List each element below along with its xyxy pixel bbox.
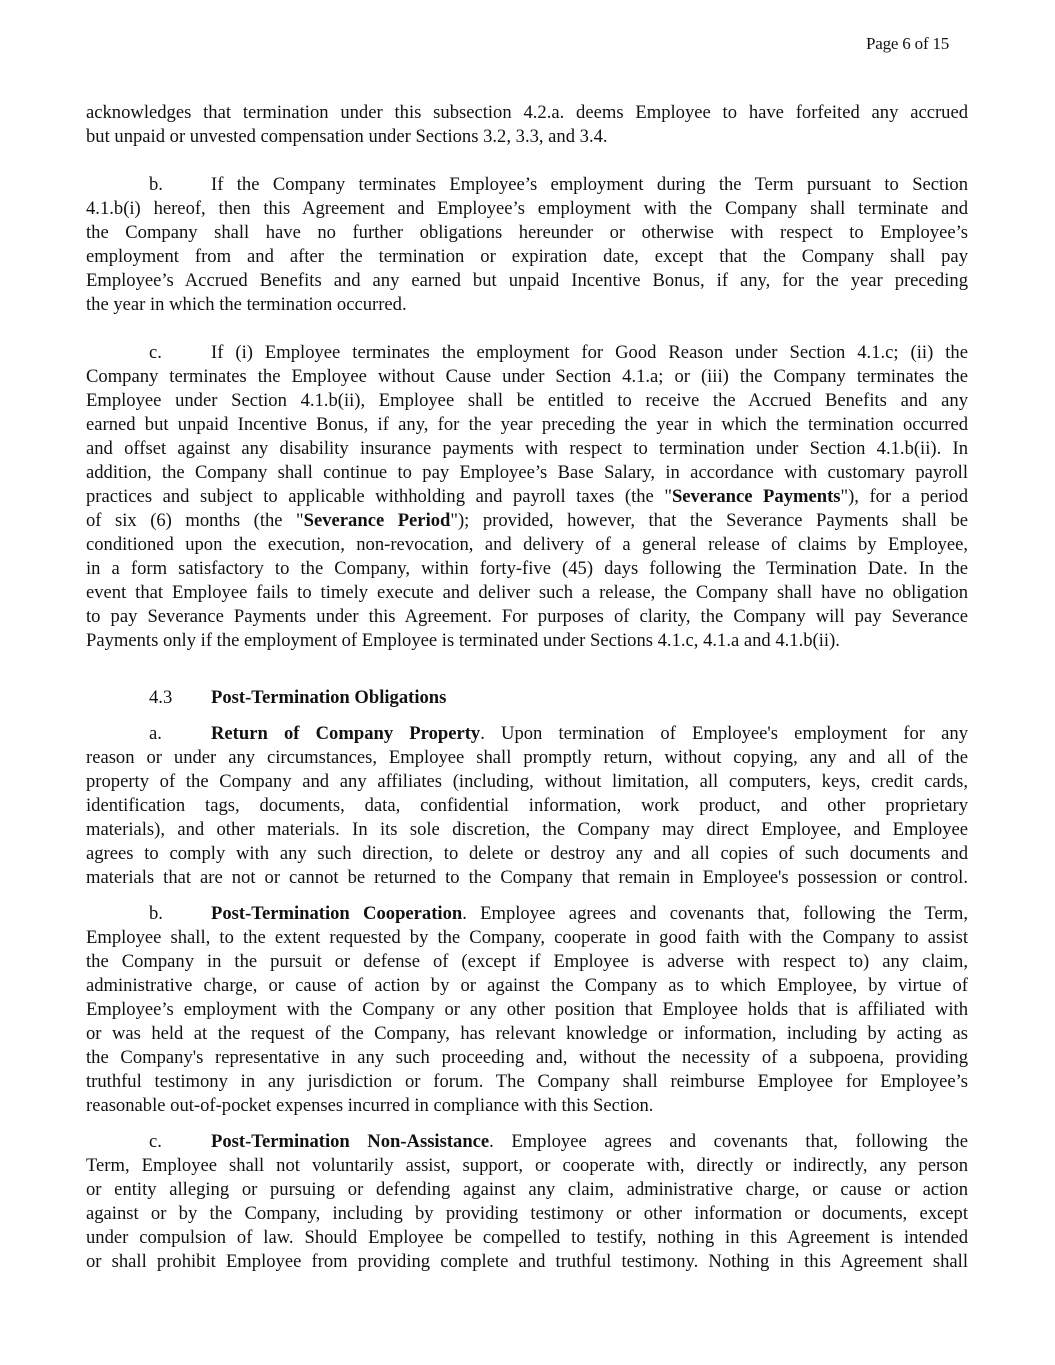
text-line: Employee’s employment with the Company or any other position that Employee holds that is affiliated with: [86, 999, 968, 1020]
text-line: or was held at the request of the Company, has relevant knowledge or information, including by acting as: [86, 1023, 968, 1044]
section-heading-4-3: [86, 686, 968, 710]
text-line: Employee under Section 4.1.b(ii), Employee shall be entitled to receive the Accrued Benefits and any: [86, 390, 968, 411]
text-line: If (i) Employee terminates the employment for Good Reason under Section 4.1.c; (ii) the: [211, 342, 968, 363]
text-line: conditioned upon the execution, non-revocation, and delivery of a general release of claims by Employee,: [86, 534, 968, 555]
list-marker: c.: [149, 342, 162, 363]
text-line: truthful testimony in any jurisdiction or forum. The Company shall reimburse Employee for Employee’s: [86, 1071, 968, 1092]
subsection-title: Post-Termination Non-Assistance: [211, 1131, 490, 1152]
section-title: Post-Termination Obligations: [211, 687, 447, 708]
text-line: identification tags, documents, data, confidential information, work product, and other proprietary: [86, 795, 968, 816]
text-line: earned but unpaid Incentive Bonus, if any, for the year preceding the year in which the termination occurred: [86, 414, 968, 435]
text-line: Payments only if the employment of Employee is terminated under Sections 4.1.c, 4.1.a and 4.1.b(ii).: [86, 630, 840, 651]
subsection-title: Post-Termination Cooperation: [211, 903, 463, 924]
text-line: employment from and after the termination or expiration date, except that the Company shall pay: [86, 246, 968, 267]
page-number: Page 6 of 15: [866, 34, 950, 53]
text-line: under compulsion of law. Should Employee be compelled to testify, nothing in this Agreement is intended: [86, 1227, 968, 1248]
text-line: reasonable out-of-pocket expenses incurred in compliance with this Section.: [86, 1095, 654, 1116]
list-marker: b.: [149, 903, 163, 924]
text-line: the Company shall have no further obligations hereunder or otherwise with respect to Employee’s: [86, 222, 968, 243]
text-line: Term, Employee shall not voluntarily assist, support, or cooperate with, directly or indirectly, any person: [86, 1155, 968, 1176]
text-line: against or by the Company, including by providing testimony or other information or documents, except: [86, 1203, 968, 1224]
text-line: or entity alleging or pursuing or defending against any claim, administrative charge, or cause or action: [86, 1179, 968, 1200]
paragraph-4-3-a: a. Return of Company Property. Upon termination of Employee's employment for any reason or under any circumstances, Employee shall promptly return, without copying, any and all of the property of the Company and any affiliates (including, without limitation, all computers, keys, credit cards, identification tags, documents, data, confidential information, work product, and other proprietary materials), and other materials. In its sole discretion, the Company may direct Employee, and Employee agrees to comply with any such direction, to delete or destroy any and all copies of such documents and materials that are not or cannot be returned to the Company that remain in Employee's possession or control.: [86, 723, 969, 888]
list-marker: c.: [149, 1131, 162, 1152]
text-line: of six (6) months (the "Severance Period"); provided, however, that the Severance Payments shall be: [86, 510, 968, 531]
text-line: the Company in the pursuit or defense of (except if Employee is adverse with respect to) any claim,: [86, 951, 968, 972]
text-line: practices and subject to applicable withholding and payroll taxes (the "Severance Payments"), for a period: [86, 486, 968, 507]
text-line: addition, the Company shall continue to pay Employee’s Base Salary, in accordance with customary payroll: [86, 462, 968, 483]
text-line: but unpaid or unvested compensation under Sections 3.2, 3.3, and 3.4.: [86, 126, 608, 147]
paragraph-4-3-b: b. Post-Termination Cooperation. Employee agrees and covenants that, following the Term, Employee shall, to the extent requested by the Company, cooperate in good faith with the Company to assist the Company in the pursuit or defense of (except if Employee is adverse with respect to) any claim, administrative charge, or cause of action by or against the Company as to which Employee, by virtue of Employee’s employment with the Company or any other position that Employee holds that is affiliated with or was held at the request of the Company, has relevant knowledge or information, including by acting as the Company's representative in any such proceeding and, without the necessity of a subpoena, providing truthful testimony in any jurisdiction or forum. The Company shall reimburse Employee for Employee’s reasonable out-of-pocket expenses incurred in compliance with this Section.: [86, 903, 968, 1116]
document-body: [86, 101, 968, 1274]
text-line: acknowledges that termination under this subsection 4.2.a. deems Employee to have forfeited any accrued: [86, 102, 968, 123]
text-line: administrative charge, or cause of action by or against the Company as to which Employee, by virtue of: [86, 975, 968, 996]
text-line: materials), and other materials. In its sole discretion, the Company may direct Employee, and Employee: [86, 819, 968, 840]
text-line: and offset against any disability insurance payments with respect to termination under Section 4.1.b(ii). In: [86, 438, 968, 459]
text-line: to pay Severance Payments under this Agreement. For purposes of clarity, the Company will pay Severance: [86, 606, 968, 627]
paragraph-4-2-c: [86, 341, 968, 653]
text-line: Employee shall, to the extent requested by the Company, cooperate in good faith with the Company to assist: [86, 927, 968, 948]
list-marker: a.: [149, 723, 162, 744]
text-line: in a form satisfactory to the Company, within forty-five (45) days following the Termination Date. In the: [86, 558, 968, 579]
text-line: Company terminates the Employee without Cause under Section 4.1.a; or (iii) the Company terminates the: [86, 366, 968, 387]
defined-term-severance-payments: Severance Payments: [671, 486, 841, 507]
list-marker: b.: [149, 174, 163, 195]
text-line: or shall prohibit Employee from providing complete and truthful testimony. Nothing in this Agreement shall: [86, 1251, 968, 1272]
text-line: the Company's representative in any such proceeding and, without the necessity of a subpoena, providing: [86, 1047, 968, 1068]
text-line: reason or under any circumstances, Employee shall promptly return, without copying, any and all of the: [86, 747, 968, 768]
text-line: materials that are not or cannot be returned to the Company that remain in Employee's possession or control.: [86, 867, 968, 888]
text-line: agrees to comply with any such direction, to delete or destroy any and all copies of such documents and: [86, 843, 968, 864]
paragraph-4-2-a-continued: [86, 101, 968, 149]
text-line: the year in which the termination occurred.: [86, 294, 407, 315]
paragraph-4-2-b: [86, 173, 968, 317]
section-number: 4.3: [149, 687, 173, 708]
text-line: If the Company terminates Employee’s employment during the Term pursuant to Section: [211, 174, 968, 195]
paragraph-4-3-c: c. Post-Termination Non-Assistance. Employee agrees and covenants that, following the Term, Employee shall not voluntarily assist, support, or cooperate with, directly or indirectly, any person or entity alleging or pursuing or defending against any claim, administrative charge, or cause or action against or by the Company, including by providing testimony or other information or documents, except under compulsion of law. Should Employee be compelled to testify, nothing in this Agreement is intended or shall prohibit Employee from providing complete and truthful testimony. Nothing in this Agreement shall: [86, 1131, 968, 1272]
subsection-title: Return of Company Property: [211, 723, 481, 744]
text-line: Employee’s Accrued Benefits and any earned but unpaid Incentive Bonus, if any, for the year preceding: [86, 270, 968, 291]
text-line: event that Employee fails to timely execute and deliver such a release, the Company shall have no obligation: [86, 582, 968, 603]
defined-term-severance-period: Severance Period: [303, 510, 451, 531]
text-line: 4.1.b(i) hereof, then this Agreement and Employee’s employment with the Company shall terminate and: [86, 198, 968, 219]
text-line: property of the Company and any affiliates (including, without limitation, all computers, keys, credit cards,: [86, 771, 968, 792]
